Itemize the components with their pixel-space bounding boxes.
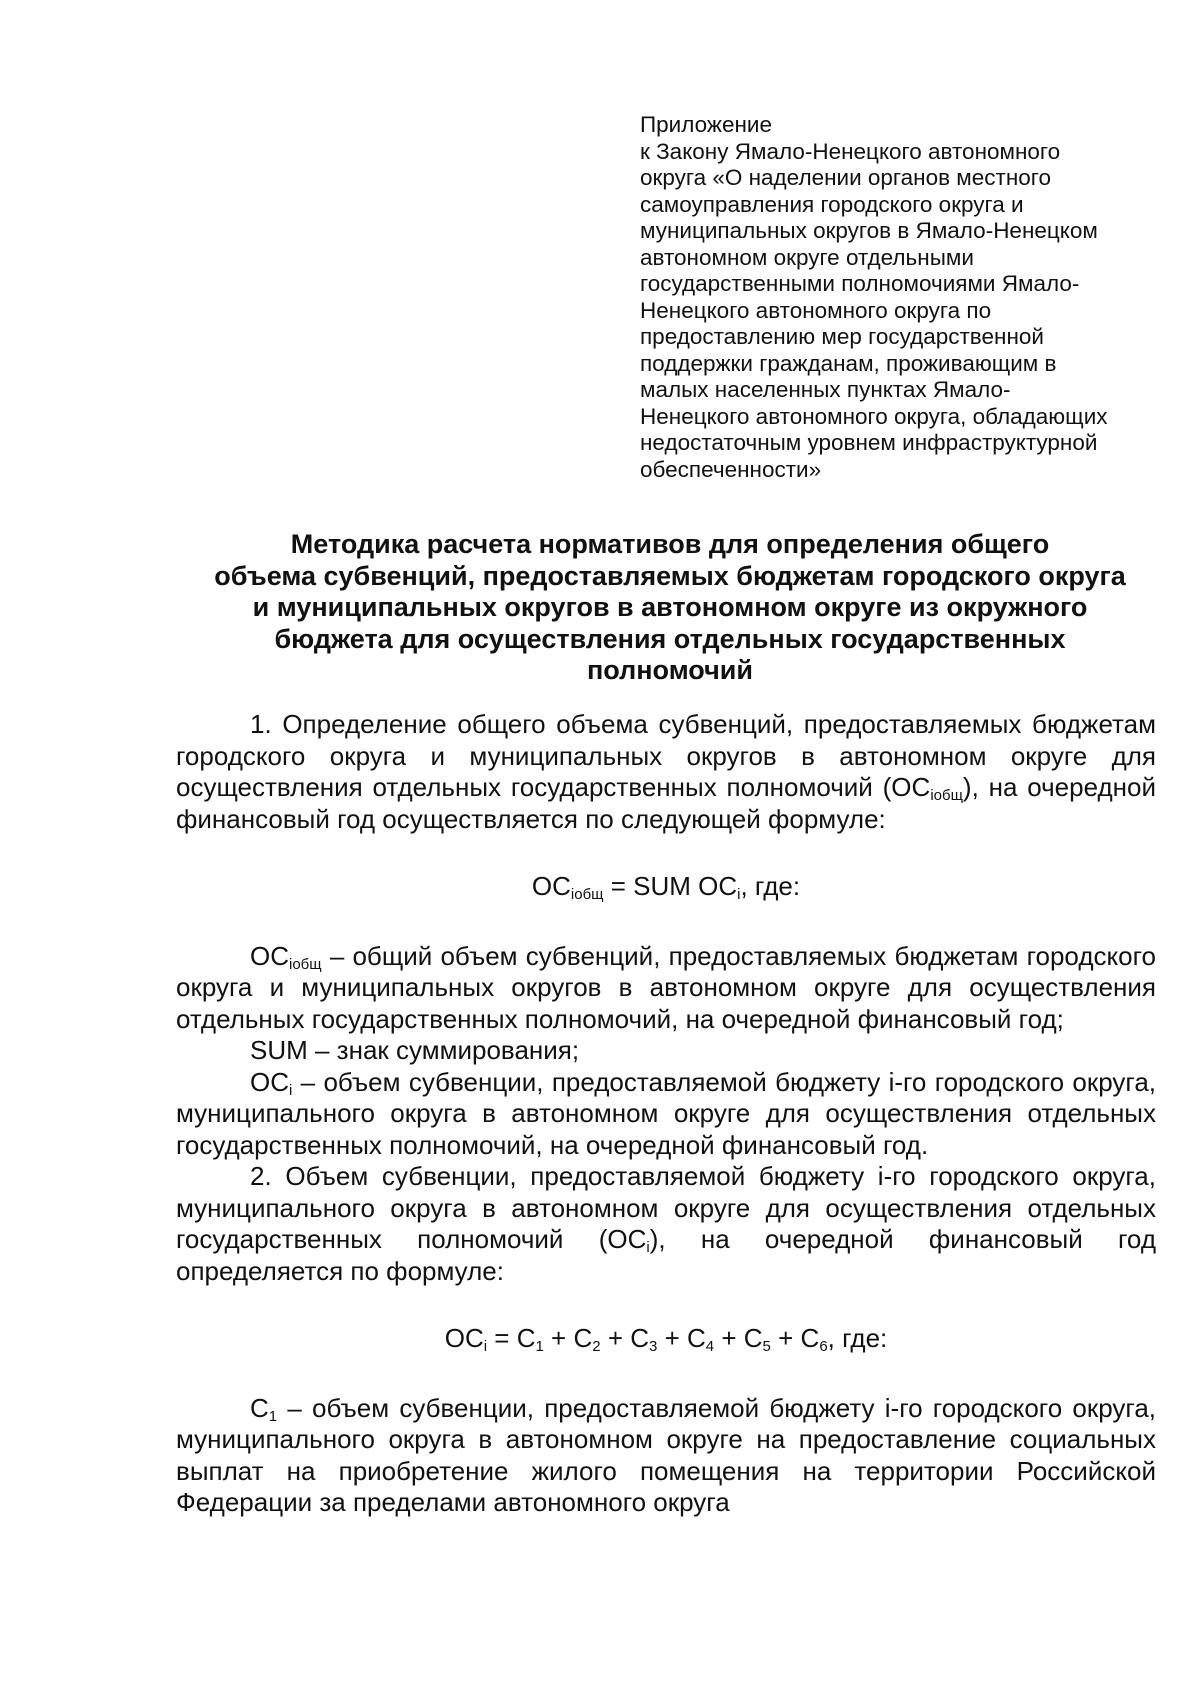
appendix-line: Приложение xyxy=(640,112,772,137)
spacer xyxy=(176,1287,1156,1323)
subscript: iобщ xyxy=(289,955,322,973)
subscript: 5 xyxy=(762,1338,771,1355)
spacer xyxy=(176,1355,1156,1393)
appendix-line: малых населенных пунктах Ямало- xyxy=(640,377,1011,402)
title-line: и муниципальных округов в автономном округе из окружного xyxy=(252,592,1088,622)
paragraph-text: 1. Определение общего объема субвенций, предоставляемых бюджетам городского округа и муниципальных округов в автономном округе для осуществления отдельных государственных полномочий (ОС xyxy=(176,709,1156,802)
subscript: 3 xyxy=(649,1338,658,1355)
subscript: i xyxy=(483,1338,488,1355)
formula-operator: + xyxy=(770,1323,801,1353)
appendix-line: к Закону Ямало-Ненецкого автономного xyxy=(640,138,1061,164)
subscript: i xyxy=(737,886,741,903)
definition-symbol: ОС xyxy=(250,1066,289,1097)
definition-os-total xyxy=(176,941,1156,1036)
subscript: 2 xyxy=(592,1338,601,1355)
appendix-line: предоставлению мер государственной xyxy=(640,324,1044,349)
appendix-line: автономном округе отдельными xyxy=(640,244,974,270)
document-body xyxy=(176,709,1156,1519)
paragraph-text: 2. Объем субвенции, предоставляемой бюджету i-го городского округа, муниципального округа в автономном округе для осуществления отдельных государственных полномочий (ОС xyxy=(176,1161,1156,1254)
formula-term: С xyxy=(800,1323,820,1353)
appendix-line: округа «О наделении органов местного xyxy=(640,165,1051,190)
appendix-line: обеспеченности» xyxy=(640,456,822,482)
formula-term: С xyxy=(687,1323,706,1353)
appendix-line: муниципальных округов в Ямало-Ненецком xyxy=(640,218,1098,243)
subscript: i xyxy=(289,1081,293,1099)
formula-operator: + xyxy=(543,1323,574,1353)
formula-os-i xyxy=(176,1323,1156,1355)
title-line: бюджета для осуществления отдельных государственных xyxy=(274,623,1066,654)
definition-text: – объем субвенции, предоставляемой бюджету i-го городского округа, муниципального округа в автономном округе для осуществления отдельных государственных полномочий, на очередной финансовый год. xyxy=(176,1066,1156,1160)
definition-symbol: ОС xyxy=(250,940,289,971)
formula-total xyxy=(176,871,1156,903)
subscript: 1 xyxy=(535,1338,544,1355)
subscript: 1 xyxy=(268,1407,278,1425)
formula-tail: , где: xyxy=(740,871,801,901)
formula-symbol: = SUM ОС xyxy=(603,871,738,901)
formula-tail: , где: xyxy=(827,1323,888,1353)
formula-symbol: ОС xyxy=(444,1323,484,1353)
document-title xyxy=(170,529,1170,687)
formula-term: С xyxy=(630,1323,650,1353)
title-line: полномочий xyxy=(586,655,754,685)
paragraph-text: ), на очередной финансовый год определяется по формуле: xyxy=(176,1224,1156,1286)
paragraph-2 xyxy=(176,1161,1156,1287)
appendix-line: Ненецкого автономного округа по xyxy=(640,297,992,323)
definition-text: – общий объем субвенций, предоставляемых бюджетам городского округа и муниципальных округов в автономном округе для осуществления отдельных государственных полномочий, на очередной финансовый год; xyxy=(176,940,1156,1034)
subscript: 4 xyxy=(705,1338,715,1355)
appendix-header xyxy=(640,112,1170,483)
subscript: i xyxy=(646,1239,650,1256)
definition-text: SUM – знак суммирования; xyxy=(250,1035,580,1065)
appendix-line: поддержки гражданам, проживающим в xyxy=(640,350,1057,376)
subscript: 6 xyxy=(819,1338,828,1355)
definition-text: – объем субвенции, предоставляемой бюджету i-го городского округа, муниципального округа в автономном округе на предоставление социальных выплат на приобретение жилого помещения на территории Российской Федерации за пределами автономного округа xyxy=(176,1392,1156,1517)
formula-operator: + xyxy=(714,1323,744,1353)
subscript: iобщ xyxy=(930,787,963,804)
definition-sum xyxy=(176,1035,1156,1067)
title-line: Методика расчета нормативов для определения общего xyxy=(290,529,1050,559)
appendix-line: Ненецкого автономного округа, обладающих xyxy=(640,403,1108,429)
definition-symbol: С xyxy=(250,1392,269,1423)
formula-operator: + xyxy=(600,1323,631,1353)
appendix-line: самоуправления городского округа и xyxy=(640,191,1024,217)
formula-term: С xyxy=(743,1323,763,1353)
definition-c1 xyxy=(176,1393,1156,1519)
appendix-line: недостаточным уровнем инфраструктурной xyxy=(640,430,1098,455)
formula-operator: + xyxy=(657,1323,687,1353)
formula-symbol: ОС xyxy=(531,871,571,901)
paragraph-text: ), на очередной финансовый год осуществляется по следующей формуле: xyxy=(176,772,1156,834)
spacer xyxy=(176,835,1156,871)
definition-os-i xyxy=(176,1067,1156,1162)
title-line: объема субвенций, предоставляемых бюджетам городского округа xyxy=(214,560,1126,591)
formula-term: С xyxy=(573,1323,593,1353)
formula-term: С xyxy=(516,1323,536,1353)
formula-operator: = xyxy=(487,1323,517,1353)
subscript: iобщ xyxy=(570,886,604,903)
appendix-line: государственными полномочиями Ямало- xyxy=(640,271,1080,296)
paragraph-1 xyxy=(176,709,1156,835)
spacer xyxy=(176,903,1156,941)
